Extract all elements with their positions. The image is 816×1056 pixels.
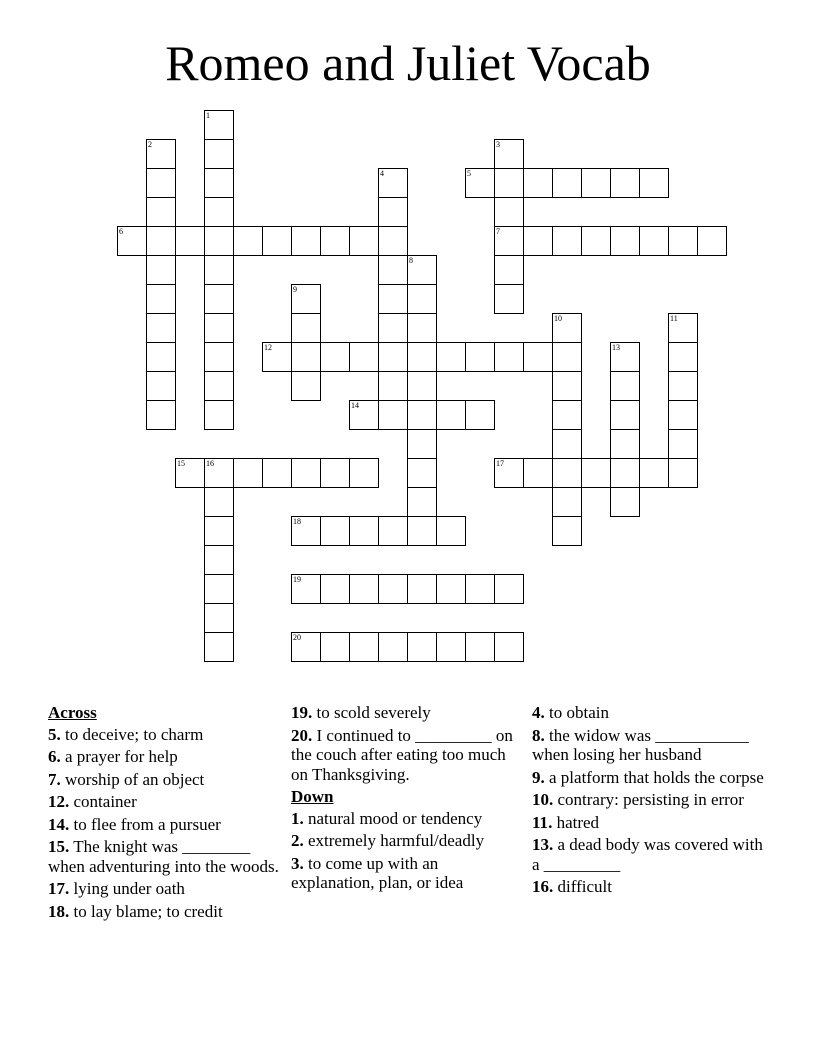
grid-cell[interactable] (291, 226, 321, 256)
grid-cell[interactable] (320, 632, 350, 662)
grid-cell[interactable] (407, 313, 437, 343)
grid-cell[interactable] (204, 110, 234, 140)
clue-item (532, 877, 767, 897)
cell-number: 20 (293, 633, 301, 642)
grid-cell[interactable] (552, 371, 582, 401)
cell-number: 16 (206, 459, 214, 468)
grid-cell[interactable] (639, 458, 669, 488)
grid-cell[interactable] (436, 400, 466, 430)
grid-cell[interactable] (639, 168, 669, 198)
cell-number: 3 (496, 140, 500, 149)
grid-cell[interactable] (552, 429, 582, 459)
grid-cell[interactable] (523, 226, 553, 256)
grid-cell[interactable] (610, 458, 640, 488)
grid-cell[interactable] (407, 487, 437, 517)
grid-cell[interactable] (146, 313, 176, 343)
grid-cell[interactable] (233, 458, 263, 488)
clue-item (48, 815, 283, 835)
cell-number: 8 (409, 256, 413, 265)
clue-text: the widow was ___________ when losing her husband (532, 725, 749, 764)
grid-cell[interactable] (378, 284, 408, 314)
grid-cell[interactable] (668, 371, 698, 401)
grid-cell[interactable] (146, 197, 176, 227)
grid-cell[interactable] (407, 342, 437, 372)
clue-item (291, 854, 526, 893)
grid-cell[interactable] (320, 226, 350, 256)
grid-cell[interactable] (291, 458, 321, 488)
clue-number: 13 . (532, 835, 553, 854)
grid-cell[interactable] (262, 458, 292, 488)
clue-item (532, 726, 767, 765)
clue-text: to lay blame; to credit (73, 901, 223, 921)
clue-number: 17 . (48, 879, 69, 898)
grid-cell[interactable] (146, 400, 176, 430)
clue-number: 10 . (532, 790, 553, 809)
grid-cell[interactable] (436, 342, 466, 372)
grid-cell[interactable] (668, 313, 698, 343)
clue-number: 20 . (291, 726, 312, 745)
grid-cell[interactable] (291, 632, 321, 662)
clue-text: a dead body was covered with a _________ (532, 835, 763, 874)
grid-cell[interactable] (204, 313, 234, 343)
clue-number: 15 . (48, 837, 69, 856)
clue-number: 11 . (532, 813, 552, 832)
clue-number: 3 . (291, 854, 304, 873)
clue-item (291, 831, 526, 851)
grid-cell[interactable] (552, 226, 582, 256)
grid-cell[interactable] (494, 574, 524, 604)
grid-cell[interactable] (581, 168, 611, 198)
grid-cell[interactable] (494, 226, 524, 256)
grid-cell[interactable] (291, 342, 321, 372)
grid-cell[interactable] (146, 168, 176, 198)
grid-cell[interactable] (494, 168, 524, 198)
grid-cell[interactable] (291, 371, 321, 401)
clue-heading-down: Down (291, 787, 334, 806)
cell-number: 10 (554, 314, 562, 323)
grid-cell[interactable] (320, 574, 350, 604)
grid-cell[interactable] (378, 400, 408, 430)
grid-cell[interactable] (668, 429, 698, 459)
cell-number: 11 (670, 314, 678, 323)
grid-cell[interactable] (436, 574, 466, 604)
grid-cell[interactable] (204, 284, 234, 314)
grid-cell[interactable] (349, 342, 379, 372)
grid-cell[interactable] (610, 226, 640, 256)
grid-cell[interactable] (262, 342, 292, 372)
grid-cell[interactable] (668, 342, 698, 372)
grid-cell[interactable] (204, 342, 234, 372)
clue-number: 4 . (532, 703, 545, 722)
grid-cell[interactable] (465, 168, 495, 198)
grid-cell[interactable] (436, 632, 466, 662)
clue-item (48, 747, 283, 767)
clue-text: to flee from a pursuer (73, 814, 221, 834)
grid-cell[interactable] (204, 197, 234, 227)
cell-number: 1 (206, 111, 210, 120)
grid-cell[interactable] (146, 226, 176, 256)
grid-cell[interactable] (494, 197, 524, 227)
clue-item (532, 703, 767, 723)
grid-cell[interactable] (349, 226, 379, 256)
puzzle-title: Romeo and Juliet Vocab (165, 35, 651, 91)
clue-text: to scold severely (316, 703, 431, 722)
cell-number: 15 (177, 459, 185, 468)
grid-cell[interactable] (552, 487, 582, 517)
grid-cell[interactable] (523, 168, 553, 198)
grid-cell[interactable] (494, 139, 524, 169)
grid-cell[interactable] (291, 313, 321, 343)
grid-cell[interactable] (204, 226, 234, 256)
clue-text: worship of an object (65, 769, 205, 789)
grid-cell[interactable] (523, 458, 553, 488)
clue-number: 8 . (532, 726, 545, 745)
grid-cell[interactable] (610, 429, 640, 459)
clue-text: I continued to _________ on the couch after eating too much on Thanksgiving. (291, 725, 513, 784)
grid-cell[interactable] (146, 342, 176, 372)
grid-cell[interactable] (465, 632, 495, 662)
clue-item (291, 726, 526, 785)
clue-column-1 (48, 703, 283, 924)
clue-number: 1 . (291, 809, 304, 828)
grid-cell[interactable] (349, 574, 379, 604)
cell-number: 13 (612, 343, 620, 352)
grid-cell[interactable] (465, 400, 495, 430)
clue-item (48, 902, 283, 922)
clue-item (48, 725, 283, 745)
grid-cell[interactable] (494, 342, 524, 372)
grid-cell[interactable] (204, 516, 234, 546)
grid-cell[interactable] (378, 313, 408, 343)
grid-cell[interactable] (291, 516, 321, 546)
cell-number: 6 (119, 227, 123, 236)
cell-number: 4 (380, 169, 384, 178)
grid-cell[interactable] (436, 516, 466, 546)
grid-cell[interactable] (349, 632, 379, 662)
clue-text: a prayer for help (65, 747, 178, 766)
grid-cell[interactable] (378, 197, 408, 227)
grid-cell[interactable] (552, 400, 582, 430)
grid-cell[interactable] (204, 574, 234, 604)
grid-cell[interactable] (175, 458, 205, 488)
grid-cell[interactable] (146, 255, 176, 285)
grid-cell[interactable] (494, 458, 524, 488)
grid-cell[interactable] (204, 371, 234, 401)
cell-number: 19 (293, 575, 301, 584)
grid-cell[interactable] (378, 574, 408, 604)
clue-number: 6 . (48, 747, 61, 766)
grid-cell[interactable] (407, 255, 437, 285)
grid-cell[interactable] (552, 516, 582, 546)
cell-number: 2 (148, 140, 152, 149)
clue-text: to come up with an explanation, plan, or idea (291, 853, 464, 892)
grid-cell[interactable] (378, 371, 408, 401)
grid-cell[interactable] (204, 168, 234, 198)
cell-number: 12 (264, 343, 272, 352)
grid-cell[interactable] (639, 226, 669, 256)
cell-number: 9 (293, 285, 297, 294)
grid-cell[interactable] (175, 226, 205, 256)
clue-item (532, 835, 767, 874)
clue-text: natural mood or tendency (308, 808, 483, 828)
clue-number: 19 . (291, 703, 312, 722)
clue-number: 16 . (532, 877, 553, 896)
grid-cell[interactable] (378, 632, 408, 662)
grid-cell[interactable] (146, 139, 176, 169)
clue-item (48, 792, 283, 812)
clue-item (532, 790, 767, 810)
clue-column-3 (532, 703, 767, 900)
grid-cell[interactable] (552, 168, 582, 198)
grid-cell[interactable] (552, 458, 582, 488)
clue-text: difficult (557, 877, 612, 896)
clue-text: The knight was ________ when adventuring into the woods. (48, 837, 279, 876)
clue-item (532, 813, 767, 833)
grid-cell[interactable] (146, 371, 176, 401)
grid-cell[interactable] (204, 603, 234, 633)
cell-number: 17 (496, 459, 504, 468)
grid-cell[interactable] (581, 458, 611, 488)
grid-cell[interactable] (204, 255, 234, 285)
grid-cell[interactable] (320, 342, 350, 372)
grid-cell[interactable] (291, 284, 321, 314)
grid-cell[interactable] (552, 342, 582, 372)
clue-item (48, 770, 283, 790)
clue-text: container (73, 792, 137, 811)
grid-cell[interactable] (494, 255, 524, 285)
clue-number: 7 . (48, 770, 61, 789)
clue-number: 14 . (48, 815, 69, 834)
cell-number: 14 (351, 401, 359, 410)
grid-cell[interactable] (349, 458, 379, 488)
grid-cell[interactable] (668, 400, 698, 430)
grid-cell[interactable] (581, 226, 611, 256)
grid-cell[interactable] (378, 516, 408, 546)
grid-cell[interactable] (610, 487, 640, 517)
grid-cell[interactable] (233, 226, 263, 256)
grid-cell[interactable] (378, 168, 408, 198)
grid-cell[interactable] (407, 284, 437, 314)
grid-cell[interactable] (610, 342, 640, 372)
grid-cell[interactable] (407, 371, 437, 401)
clue-number: 9 . (532, 768, 545, 787)
grid-cell[interactable] (407, 632, 437, 662)
clue-text: contrary: persisting in error (557, 790, 744, 809)
cell-number: 18 (293, 517, 301, 526)
clue-item (48, 837, 283, 876)
grid-cell[interactable] (204, 458, 234, 488)
grid-cell[interactable] (204, 545, 234, 575)
clue-text: lying under oath (73, 879, 185, 898)
grid-cell[interactable] (523, 342, 553, 372)
clue-item (48, 879, 283, 899)
grid-cell[interactable] (610, 400, 640, 430)
clue-text: hatred (556, 812, 600, 832)
grid-cell[interactable] (494, 284, 524, 314)
clue-text: to deceive; to charm (65, 724, 204, 744)
grid-cell[interactable] (668, 226, 698, 256)
grid-cell[interactable] (378, 226, 408, 256)
grid-cell[interactable] (204, 139, 234, 169)
grid-cell[interactable] (407, 400, 437, 430)
grid-cell[interactable] (465, 342, 495, 372)
grid-cell[interactable] (465, 574, 495, 604)
clue-heading-across: Across (48, 703, 97, 722)
clue-column-2 (291, 703, 526, 896)
clue-item (291, 703, 526, 723)
grid-cell[interactable] (146, 284, 176, 314)
grid-cell[interactable] (349, 400, 379, 430)
clue-text: extremely harmful/deadly (308, 831, 485, 850)
clue-item (291, 809, 526, 829)
clue-number: 12 . (48, 792, 69, 811)
clue-number: 5 . (48, 725, 61, 744)
grid-cell[interactable] (407, 574, 437, 604)
grid-cell[interactable] (407, 429, 437, 459)
clue-number: 18 . (48, 902, 69, 921)
grid-cell[interactable] (378, 255, 408, 285)
grid-cell[interactable] (378, 342, 408, 372)
grid-cell[interactable] (262, 226, 292, 256)
cell-number: 7 (496, 227, 500, 236)
clue-text: a platform that holds the corpse (549, 767, 764, 787)
grid-cell[interactable] (117, 226, 147, 256)
grid-cell[interactable] (349, 516, 379, 546)
grid-cell[interactable] (320, 458, 350, 488)
grid-cell[interactable] (697, 226, 727, 256)
cell-number: 5 (467, 169, 471, 178)
grid-cell[interactable] (204, 400, 234, 430)
grid-cell[interactable] (407, 458, 437, 488)
grid-cell[interactable] (610, 371, 640, 401)
grid-cell[interactable] (407, 516, 437, 546)
grid-cell[interactable] (552, 313, 582, 343)
grid-cell[interactable] (204, 632, 234, 662)
clue-text: to obtain (549, 703, 609, 722)
grid-cell[interactable] (204, 487, 234, 517)
clue-number: 2 . (291, 831, 304, 850)
grid-cell[interactable] (494, 632, 524, 662)
grid-cell[interactable] (668, 458, 698, 488)
grid-cell[interactable] (610, 168, 640, 198)
clue-item (532, 768, 767, 788)
grid-cell[interactable] (320, 516, 350, 546)
grid-cell[interactable] (291, 574, 321, 604)
